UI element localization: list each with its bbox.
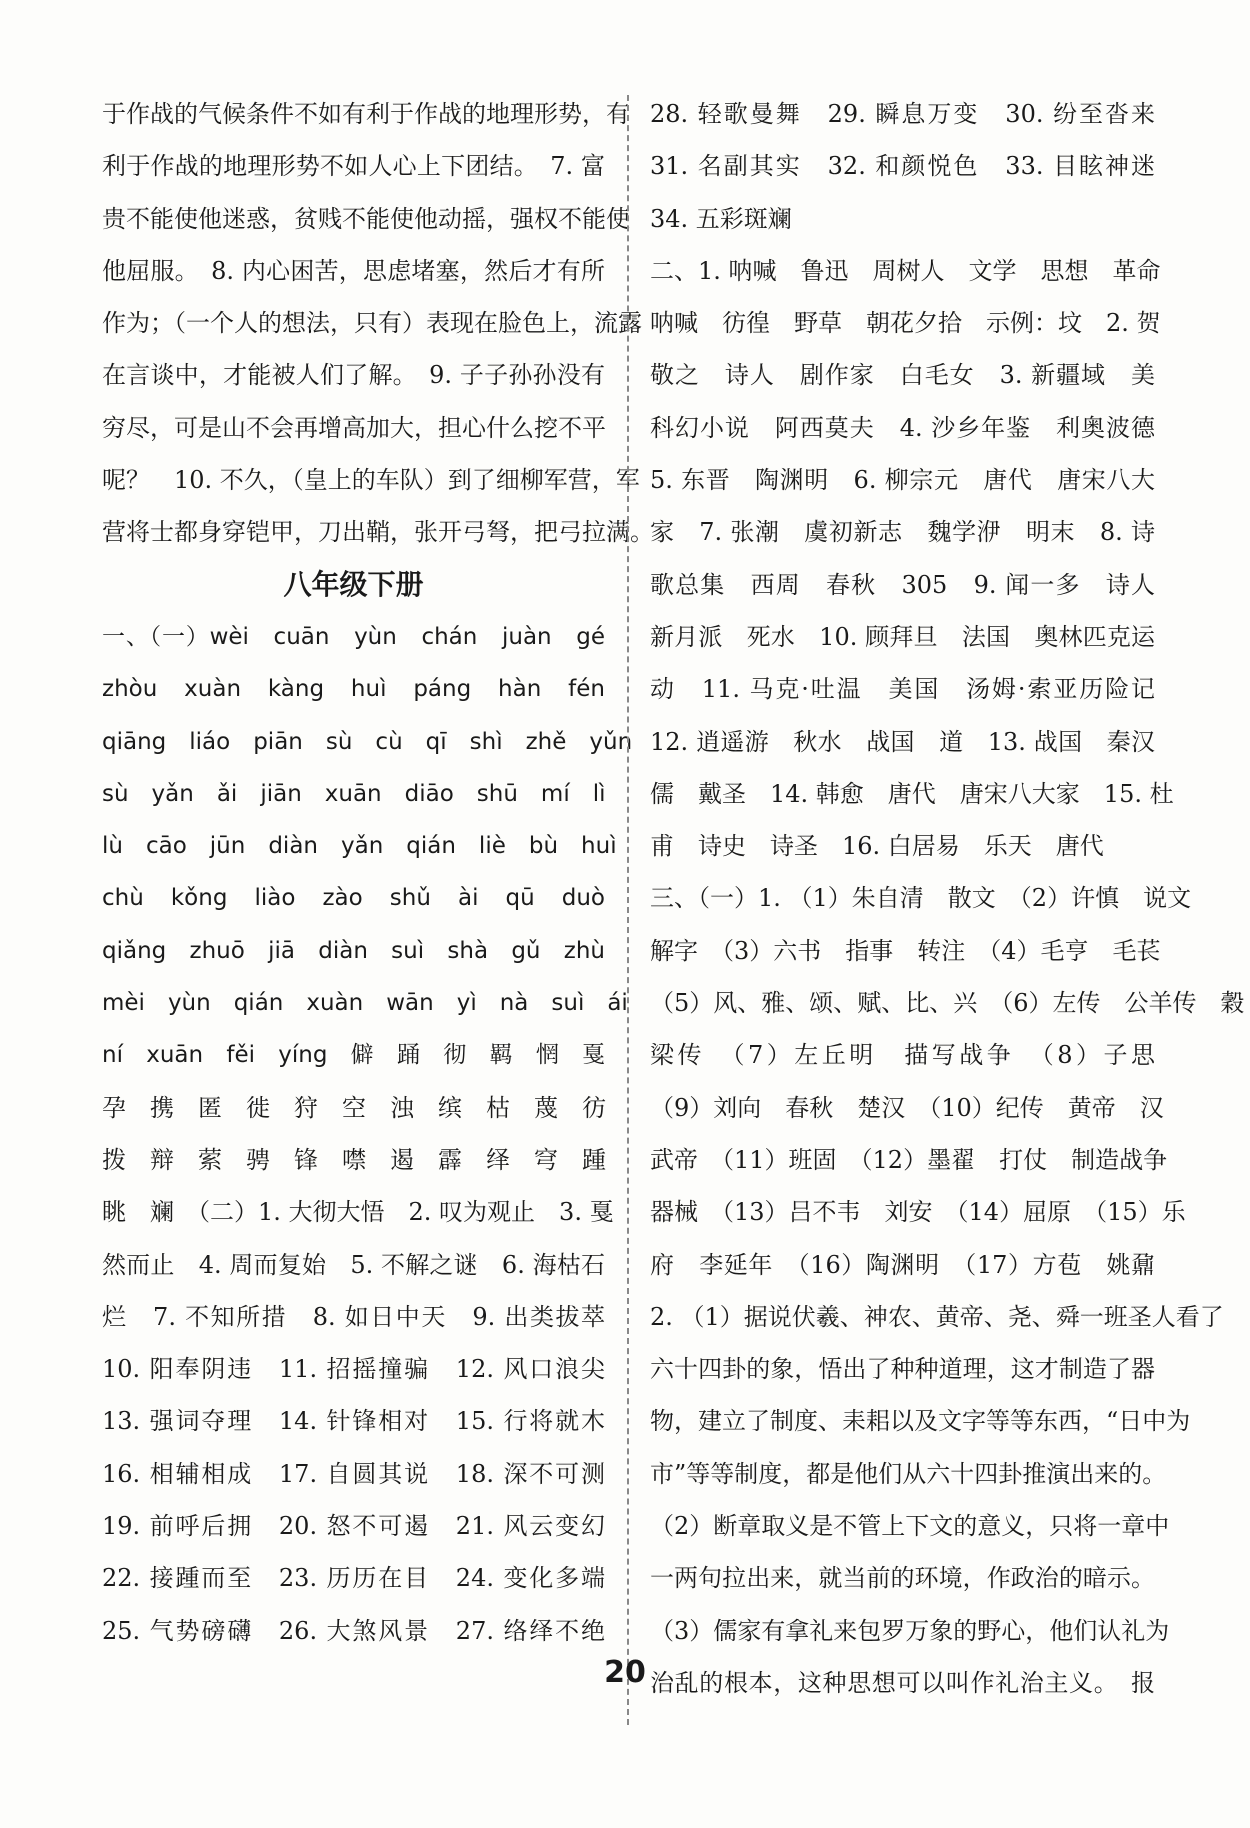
text-line: 拨 辩 萦 骋 锋 噤 遏 霹 绎 穹 踵 <box>102 1145 606 1174</box>
text-line: 贵不能使他迷惑，贫贱不能使他动摇，强权不能使 <box>102 204 630 233</box>
text-line: 于作战的气候条件不如有利于作战的地理形势，有 <box>102 100 630 128</box>
pinyin-line: 一、（一）wèi cuān yùn chán juàn gé <box>102 623 605 650</box>
text-line: 烂 7. 不知所措 8. 如日中天 9. 出类拔萃 <box>102 1302 605 1331</box>
text-line: 儒 戴圣 14. 韩愈 唐代 唐宋八大家 15. 杜 <box>650 779 1174 808</box>
text-line: 物，建立了制度、耒耜以及文字等等东西，“日中为 <box>650 1407 1191 1436</box>
text-line: 他屈服。 8. 内心困苦，思虑堵塞，然后才有所 <box>102 256 605 285</box>
text-line: 治乱的根本，这种思想可以叫作礼治主义。 报 <box>650 1668 1155 1697</box>
pinyin-line: sù yǎn ǎi jiān xuān diāo shū mí lì <box>102 780 606 807</box>
left-lines-top <box>102 88 654 559</box>
text-line: 10. 阳奉阴违 11. 招摇撞骗 12. 风口浪尖 <box>102 1355 605 1384</box>
text-line: 28. 轻歌曼舞 29. 瞬息万变 30. 纷至沓来 <box>650 100 1155 128</box>
text-line: 呐喊 彷徨 野草 朝花夕拾 示例：坟 2. 贺 <box>650 309 1161 338</box>
left-lines-bottom <box>102 1082 614 1657</box>
text-line: 科幻小说 阿西莫夫 4. 沙乡年鉴 利奥波德 <box>650 413 1155 442</box>
pinyin-line: qiāng liáo piān sù cù qī shì zhě yǔn <box>102 728 633 755</box>
text-line: 31. 名副其实 32. 和颜悦色 33. 目眩神迷 <box>650 152 1155 181</box>
column-divider <box>627 95 629 1725</box>
text-line: 一两句拉出来，就当前的环境，作政治的暗示。 <box>650 1564 1155 1593</box>
text-line: 敬之 诗人 剧作家 白毛女 3. 新疆域 美 <box>650 361 1155 390</box>
text-line: 器械 （13）吕不韦 刘安 （14）屈原 （15）乐 <box>650 1198 1186 1227</box>
text-line: 34. 五彩斑斓 <box>650 204 792 233</box>
text-line: 呢？ 10. 不久，（皇上的车队）到了细柳军营，军 <box>102 466 640 495</box>
pinyin-block <box>102 611 633 1082</box>
left-column <box>102 88 654 1657</box>
text-line: 营将士都身穿铠甲，刀出鞘，张开弓弩，把弓拉满。 <box>102 518 654 547</box>
text-line: 歌总集 西周 春秋 305 9. 闻一多 诗人 <box>650 570 1155 599</box>
text-line: 家 7. 张潮 虞初新志 魏学洢 明末 8. 诗 <box>650 518 1155 547</box>
page-number: 20 <box>604 1655 646 1690</box>
text-line: 16. 相辅相成 17. 自圆其说 18. 深不可测 <box>102 1459 605 1488</box>
text-line: 25. 气势磅礴 26. 大煞风景 27. 络绎不绝 <box>102 1616 605 1645</box>
pinyin-line: zhòu xuàn kàng huì páng hàn fén <box>102 676 605 703</box>
pinyin-line: ní xuān fěi yíng 僻 踊 彻 羁 惘 戛 <box>102 1042 605 1069</box>
text-line: 孕 携 匿 徙 狩 空 浊 缤 枯 蔑 彷 <box>102 1093 606 1122</box>
text-line: 作为；（一个人的想法，只有）表现在脸色上，流露 <box>102 309 642 338</box>
text-line: （3）儒家有拿礼来包罗万象的野心，他们认礼为 <box>650 1616 1170 1645</box>
text-line: 府 李延年 （16）陶渊明 （17）方苞 姚鼐 <box>650 1250 1155 1279</box>
text-line: 解字 （3）六书 指事 转注 （4）毛亨 毛苌 <box>650 936 1161 965</box>
text-line: 动 11. 马克·吐温 美国 汤姆·索亚历险记 <box>650 675 1155 704</box>
text-line: 22. 接踵而至 23. 历历在目 24. 变化多端 <box>102 1564 605 1593</box>
text-line: 甫 诗史 诗圣 16. 白居易 乐天 唐代 <box>650 832 1104 861</box>
text-line: 二、1. 呐喊 鲁迅 周树人 文学 思想 革命 <box>650 256 1161 285</box>
text-line: 市”等等制度，都是他们从六十四卦推演出来的。 <box>650 1459 1167 1488</box>
text-line: 13. 强词夺理 14. 针锋相对 15. 行将就木 <box>102 1407 605 1436</box>
text-line: 六十四卦的象，悟出了种种道理，这才制造了器 <box>650 1355 1155 1384</box>
text-line: 在言谈中，才能被人们了解。 9. 子子孙孙没有 <box>102 361 605 390</box>
pinyin-line: lù cāo jūn diàn yǎn qián liè bù huì <box>102 833 617 860</box>
text-line: 三、（一）1. （1）朱自清 散文 （2）许慎 说文 <box>650 884 1192 913</box>
text-line: （5）风、雅、颂、赋、比、兴 （6）左传 公羊传 穀 <box>650 989 1245 1018</box>
text-line: 然而止 4. 周而复始 5. 不解之谜 6. 海枯石 <box>102 1250 605 1279</box>
pinyin-line: chù kǒng liào zào shǔ ài qū duò <box>102 885 605 912</box>
text-line: 5. 东晋 陶渊明 6. 柳宗元 唐代 唐宋八大 <box>650 466 1155 495</box>
right-column <box>650 88 1245 1709</box>
text-line: 穷尽，可是山不会再增高加大，担心什么挖不平 <box>102 413 606 442</box>
pinyin-line: mèi yùn qián xuàn wān yì nà suì ái <box>102 990 628 1017</box>
section-heading: 八年级下册 <box>283 567 424 601</box>
text-line: 眺 斓 （二）1. 大彻大悟 2. 叹为观止 3. 戛 <box>102 1198 614 1227</box>
text-line: 19. 前呼后拥 20. 怒不可遏 21. 风云变幻 <box>102 1512 605 1541</box>
text-line: （2）断章取义是不管上下文的意义，只将一章中 <box>650 1512 1170 1541</box>
text-line: 新月派 死水 10. 顾拜旦 法国 奥林匹克运 <box>650 622 1155 651</box>
text-line: 梁传 （7）左丘明 描写战争 （8）子思 <box>650 1041 1155 1070</box>
text-line: （9）刘向 春秋 楚汉 （10）纪传 黄帝 汉 <box>650 1093 1164 1122</box>
text-line: 利于作战的地理形势不如人心上下团结。 7. 富 <box>102 152 605 181</box>
text-line: 武帝 （11）班固 （12）墨翟 打仗 制造战争 <box>650 1145 1168 1174</box>
text-line: 2. （1）据说伏羲、神农、黄帝、尧、舜一班圣人看了 <box>650 1302 1224 1331</box>
pinyin-line: qiǎng zhuō jiā diàn suì shà gǔ zhù <box>102 937 605 964</box>
text-line: 12. 逍遥游 秋水 战国 道 13. 战国 秦汉 <box>650 727 1155 756</box>
